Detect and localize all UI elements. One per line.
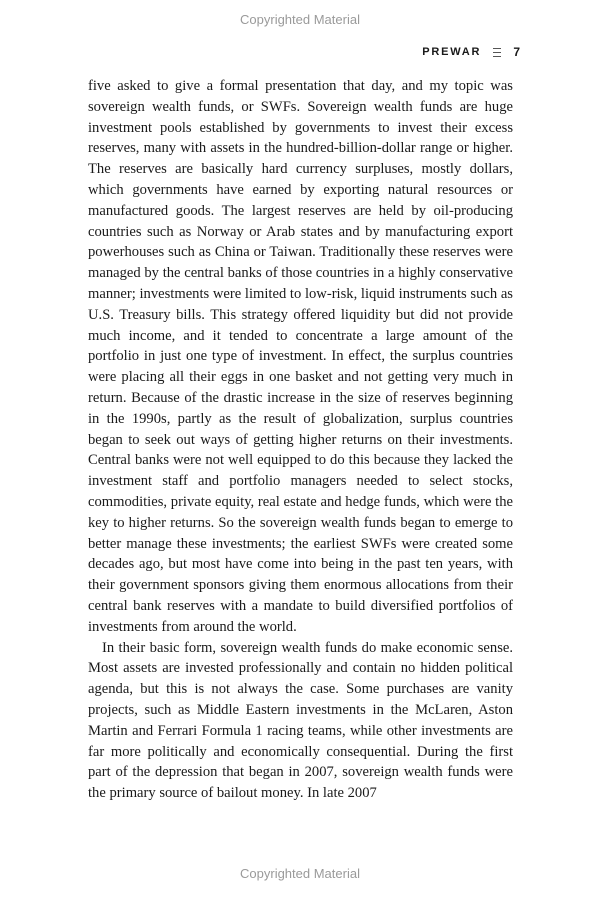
copyright-watermark-top: Copyrighted Material (240, 12, 360, 27)
paragraph-continued: five asked to give a formal presentation that day, and my topic was sovereign wealth funds, or SWFs. Sovereign wealth funds are huge investment pools established by governments to invest their excess reserves, many with assets in the hundred-billion-dollar range or higher. The reserves are basically hard currency surpluses, mostly dollars, which governments have earned by exporting natural resources or manufactured goods. The largest reserves are held by oil-producing countries such as Norway or Arab states and by manufacturing export powerhouses such as China or Taiwan. Traditionally these reserves were managed by the central banks of those countries in a highly conservative manner; investments were limited to low-risk, liquid instruments such as U.S. Treasury bills. This strategy offered liquidity but did not provide much income, and it tended to concentrate a large amount of the portfolio in just one type of investment. In effect, the surplus countries were placing all their eggs in one basket and not getting very much in return. Because of the drastic increase in the size of reserves beginning in the 1990s, partly as the result of globalization, surplus countries began to seek out ways of getting higher returns on their investments. Central banks were not well equipped to do this because they lacked the investment staff and portfolio managers needed to select stocks, commodities, private equity, real estate and hedge funds, which were the key to higher returns. So the sovereign wealth funds began to emerge to better manage these investments; the earliest SWFs were created some decades ago, but most have come into being in the past ten years, with their government sponsors giving them enormous allocations from their central bank reserves with a mandate to build diversified portfolios of investments from around the world. (88, 78, 513, 635)
body-text (88, 76, 513, 804)
copyright-watermark-bottom: Copyrighted Material (240, 866, 360, 881)
running-head (422, 45, 520, 59)
paragraph: In their basic form, sovereign wealth funds do make economic sense. Most assets are invested professionally and contain no hidden political agenda, but this is not always the case. Some purchases are vanity projects, such as Middle Eastern investments in the McLaren, Aston Martin and Ferrari Formula 1 racing teams, while other investments are far more politically and economically consequential. During the first part of the depression that began in 2007, sovereign wealth funds were the primary source of bailout money. In late 2007 (88, 639, 513, 802)
separator-icon (493, 48, 501, 57)
page-number: 7 (513, 45, 520, 59)
running-title: PREWAR (422, 46, 482, 58)
